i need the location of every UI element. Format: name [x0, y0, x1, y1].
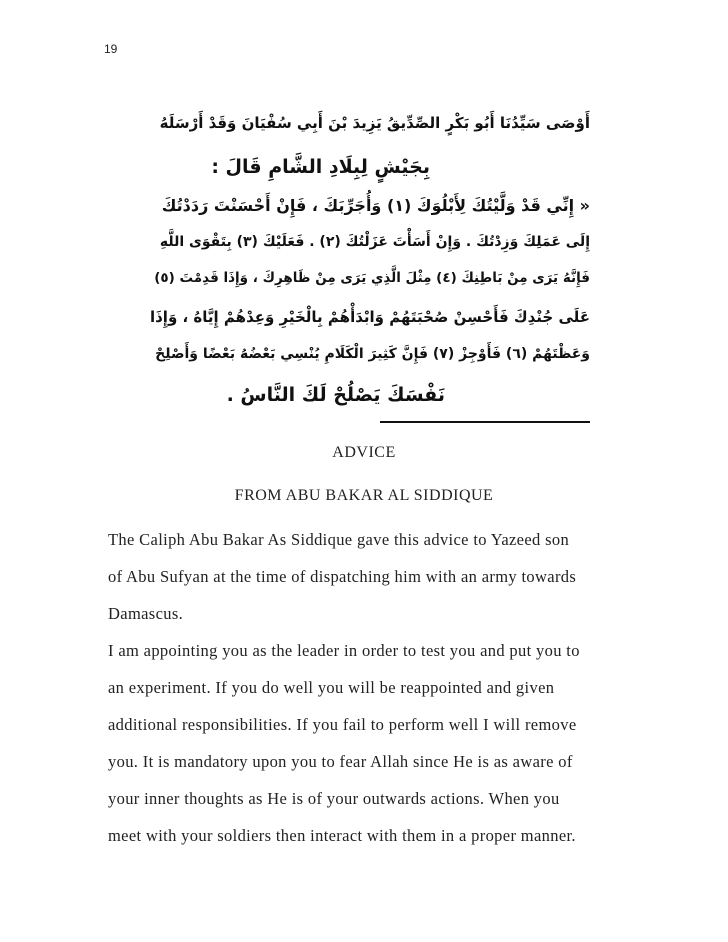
arabic-line: « إِنِّي قَدْ وَلَّيْتُكَ لِأَبْلُوَكَ (١) وَأُجَرِّبَكَ ، فَإِنْ أَحْسَنْتَ رَدَدْتُكَ [161, 196, 590, 215]
arabic-scan-block [150, 100, 590, 440]
paragraph-intro [108, 530, 628, 641]
arabic-line: عَلَى جُنْدِكَ فَأَحْسِنْ صُحْبَتَهُمْ وَابْدَأْهُمْ بِالْخَيْرِ وَعِدْهُمْ إِيَّاهُ ، وَإِذَا [149, 308, 590, 326]
page-number: 19 [104, 42, 118, 56]
page-subtitle: FROM ABU BAKAR AL SIDDIQUE [234, 487, 494, 504]
arabic-divider-rule [380, 421, 590, 423]
page-title: ADVICE [332, 444, 396, 461]
text-line: I am appointing you as the leader in order to test you and put you to [108, 641, 580, 660]
text-line: you. It is mandatory upon you to fear Allah since He is as aware of [108, 752, 573, 771]
arabic-line: وَعَظْتَهُمْ (٦) فَأَوْجِزْ (٧) فَإِنَّ كَثِيرَ الْكَلَامِ يُنْسِي بَعْضُهُ بَعْضًا وَأَصْلِحْ [155, 346, 590, 362]
arabic-line: بِجَيْشٍ لِبِلَادِ الشَّامِ قَالَ : [211, 156, 430, 178]
text-line: The Caliph Abu Bakar As Siddique gave this advice to Yazeed son [108, 530, 570, 549]
arabic-line: نَفْسَكَ يَصْلُحْ لَكَ النَّاسُ . [226, 384, 445, 406]
paragraph-advice [108, 641, 628, 863]
text-line: of Abu Sufyan at the time of dispatching him with an army towards [108, 567, 577, 586]
text-line: Damascus. [108, 604, 184, 623]
arabic-line: فَإِنَّهُ يَرَى مِنْ بَاطِنِكَ (٤) مِثْلَ الَّذِي يَرَى مِنْ ظَاهِرِكَ ، وَإِذَا قَدِمْتَ (٥) [154, 270, 590, 286]
text-line: an experiment. If you do well you will be reappointed and given [108, 678, 555, 697]
arabic-line: أَوْصَى سَيِّدُنَا أَبُو بَكْرٍ الصِّدِّيقُ يَزِيدَ بْنَ أَبِي سُفْيَانَ وَقَدْ أَرْسَلَهُ [159, 114, 590, 132]
text-line: meet with your soldiers then interact with them in a proper manner. [108, 826, 576, 845]
text-line: additional responsibilities. If you fail to perform well I will remove [108, 715, 577, 734]
arabic-line: إِلَى عَمَلِكَ وَزِدْتُكَ . وَإِنْ أَسَأْتَ عَزَلْتُكَ (٢) . فَعَلَيْكَ (٣) بِتَقْوَى اللَّهِ [159, 234, 590, 250]
text-line: your inner thoughts as He is of your outwards actions. When you [108, 789, 560, 808]
